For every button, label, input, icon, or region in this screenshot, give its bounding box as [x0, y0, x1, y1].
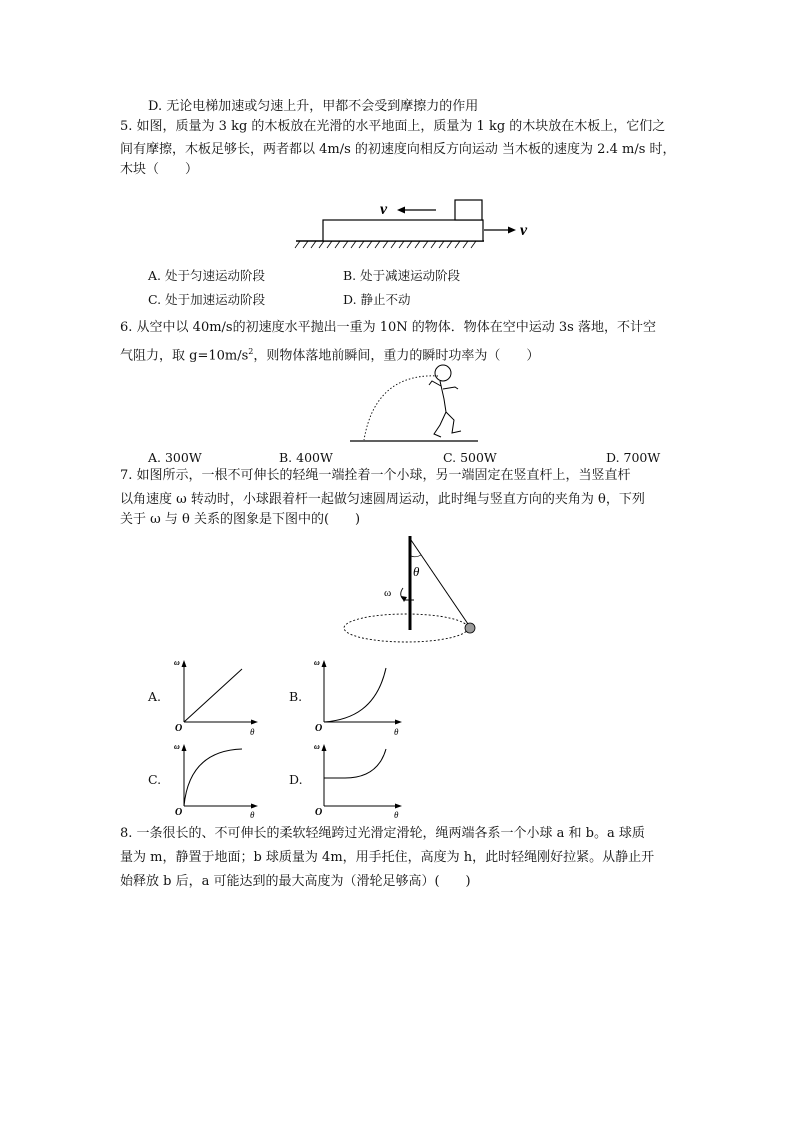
q7-graph-c-x-label: θ — [250, 810, 255, 820]
q6-option-d[interactable]: D. 700W — [606, 450, 661, 465]
q7-graph-option-b[interactable]: B. — [289, 689, 303, 704]
q8-stem-line1: 8. 一条很长的、不可伸长的柔软轻绳跨过光滑定滑轮，绳两端各系一个小球 a 和 b。a 球质 — [120, 826, 645, 841]
q5-option-c[interactable]: C. 处于加速运动阶段 — [148, 292, 266, 307]
q7-graph-b-x-label: θ — [394, 727, 399, 737]
q7-graph-d-curve — [324, 749, 386, 778]
q8-stem-line2: 量为 m，静置于地面；b 球质量为 4m，用手托住，高度为 h，此时轻绳刚好拉紧。从静止开 — [120, 850, 655, 865]
q7-graph-d-y-label: ω — [314, 742, 320, 751]
q6-stem-line2-tail: ，则物体落地前瞬间，重力的瞬时功率为（ ） — [253, 348, 540, 364]
q5-v-label-right: v — [520, 222, 528, 239]
q7-graph-d-x-label: θ — [394, 810, 399, 820]
q7-graph-c-y-label: ω — [174, 742, 180, 751]
q5-stem-line2: 间有摩擦，木板足够长，两者都以 4m/s 的初速度向相反方向运动 当木板的速度为 2.4 m/s 时， — [120, 142, 676, 157]
q7-graph-b-origin: O — [315, 723, 323, 734]
q7-omega-label: ω — [384, 587, 392, 599]
q7-graph-option-d[interactable]: D. — [289, 772, 303, 787]
q7-graph-b-y-label: ω — [314, 658, 320, 667]
q7-theta-label: θ — [413, 564, 420, 579]
q7-stem-line1: 7. 如图所示，一根不可伸长的轻绳一端拴着一个小球，另一端固定在竖直杆上，当竖直杆 — [120, 468, 631, 483]
q5-option-a[interactable]: A. 处于匀速运动阶段 — [148, 268, 265, 283]
q4-option-d: D. 无论电梯加速或匀速上升，甲都不会受到摩擦力的作用 — [148, 99, 479, 114]
q7-graph-option-a[interactable]: A. — [148, 689, 162, 704]
q5-option-b[interactable]: B. 处于减速运动阶段 — [343, 268, 461, 283]
q6-option-a[interactable]: A. 300W — [148, 450, 202, 465]
q6-superscript: 2 — [248, 347, 254, 356]
q7-graph-option-c[interactable]: C. — [148, 772, 162, 787]
q5-stem-line1: 5. 如图，质量为 3 kg 的木板放在光滑的水平地面上，质量为 1 kg 的木块放在木板上，它们之 — [120, 119, 666, 134]
q6-option-c[interactable]: C. 500W — [443, 450, 497, 465]
q7-graph-a-x-label: θ — [250, 727, 255, 737]
q7-graph-a-y-label: ω — [174, 658, 180, 667]
q7-graph-d-origin: O — [315, 807, 323, 818]
q7-stem-line2: 以角速度 ω 转动时，小球跟着杆一起做匀速圆周运动，此时绳与竖直方向的夹角为 θ，下列 — [120, 492, 645, 507]
q6-stem-line1: 6. 从空中以 40m/s的初速度水平抛出一重为 10N 的物体．物体在空中运动 3s 落地，不计空 — [120, 320, 656, 335]
q7-stem-line3: 关于 ω 与 θ 关系的图象是下图中的( ) — [120, 512, 361, 527]
q6-option-b[interactable]: B. 400W — [279, 450, 333, 465]
q7-graph-c-origin: O — [175, 807, 183, 818]
q5-stem-line3: 木块（ ） — [120, 162, 199, 177]
q8-stem-line3: 始释放 b 后，a 可能达到的最大高度为（滑轮足够高）( ) — [120, 874, 471, 889]
q7-graph-a-origin: O — [175, 723, 183, 734]
q6-stem-line2-text: 气阻力，取 g=10m/s — [120, 348, 249, 364]
q5-v-label-top: v — [380, 201, 388, 218]
q5-option-d[interactable]: D. 静止不动 — [343, 292, 411, 307]
